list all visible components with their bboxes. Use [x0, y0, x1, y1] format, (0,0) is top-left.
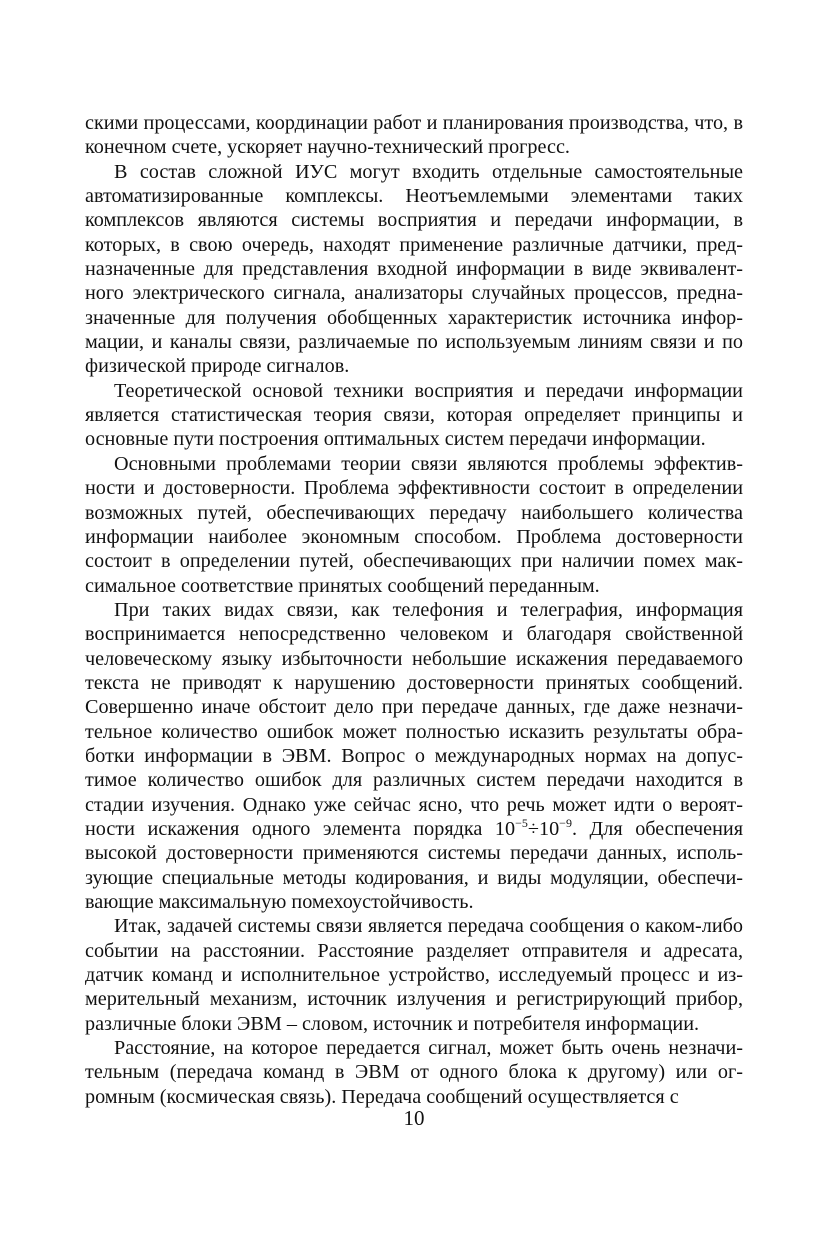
- paragraph-text-after-formula: . Для обеспечения высокой достоверности применяются системы передачи данных, использующие специальные методы кодирования, и виды модуляции, обеспечивающие максимальную помехоустойчивость.: [85, 817, 743, 913]
- paragraph-main-problems: Основными проблемами теории связи являются проблемы эффективности и достоверности. Проблема эффективности состоит в определении возможных путей, обеспечивающих передачу наибольшего количества информации наиболее экономным способом. Проблема достоверности состоит в определении путей, обеспечивающих при наличии помех максимальное соответствие принятых сообщений переданным.: [85, 452, 743, 597]
- formula-operator: ÷: [527, 817, 539, 840]
- paragraph-continuation: скими процессами, координации работ и планирования производства, что, в конечном счете, ускоряет научно-технический прогресс.: [85, 112, 743, 159]
- paragraph-distance: Расстояние, на которое передается сигнал, может быть очень незначительным (передача команд в ЭВМ от одного блока к другому) или огромным (космическая связь). Передача сообщений осуществляется с: [85, 1037, 743, 1108]
- formula-base-1: 10: [494, 817, 516, 840]
- formula-base-2: 10: [538, 817, 560, 840]
- page-body: [85, 111, 743, 1109]
- formula-exponent-2: −9: [559, 815, 572, 830]
- paragraph-text-before-formula: При таких видах связи, как телефония и телеграфия, информация воспринимается непосредственно человеком и благодаря свойственной человеческому языку избыточности небольшие искажения передаваемого текста не приводят к нарушению достоверности принятых сообщений. Совершенно иначе обстоит дело при передаче данных, где даже незначительное количество ошибок может полностью исказить результаты обработки информации в ЭВМ. Вопрос о международных нормах на допустимое количество ошибок для различных систем передачи находится в стадии изучения. Однако уже сейчас ясно, что речь может идти о вероятности искажения одного элемента порядка: [85, 598, 743, 840]
- error-probability-formula: [494, 815, 572, 840]
- formula-exponent-1: −5: [515, 815, 528, 830]
- paragraph-ius-composition: В состав сложной ИУС могут входить отдельные самостоятельные автоматизированные комплексы. Неотъемлемыми элементами таких комплексов являются системы восприятия и передачи информации, в которых, в свою очередь, находят применение различные датчики, предназначенные для представления входной информации в виде эквивалентного электрического сигнала, анализаторы случайных процессов, предназначенные для получения обобщенных характеристик источника информации, и каналы связи, различаемые по используемым линиям связи и по физической природе сигналов.: [85, 160, 743, 378]
- paragraph-theory-basis: Теоретической основой техники восприятия и передачи информации является статистическая теория связи, которая определяет принципы и основные пути построения оптимальных систем передачи информации.: [85, 379, 743, 451]
- paragraph-communication-types: [85, 598, 743, 914]
- paragraph-communication-task: Итак, задачей системы связи является передача сообщения о каком-либо событии на расстоянии. Расстояние разделяет отправителя и адресата, датчик команд и исполнительное устройство, исследуемый процесс и измерительный механизм, источник излучения и регистрирующий прибор, различные блоки ЭВМ – словом, источник и потребителя информации.: [85, 915, 743, 1035]
- page-number: 10: [403, 1106, 425, 1130]
